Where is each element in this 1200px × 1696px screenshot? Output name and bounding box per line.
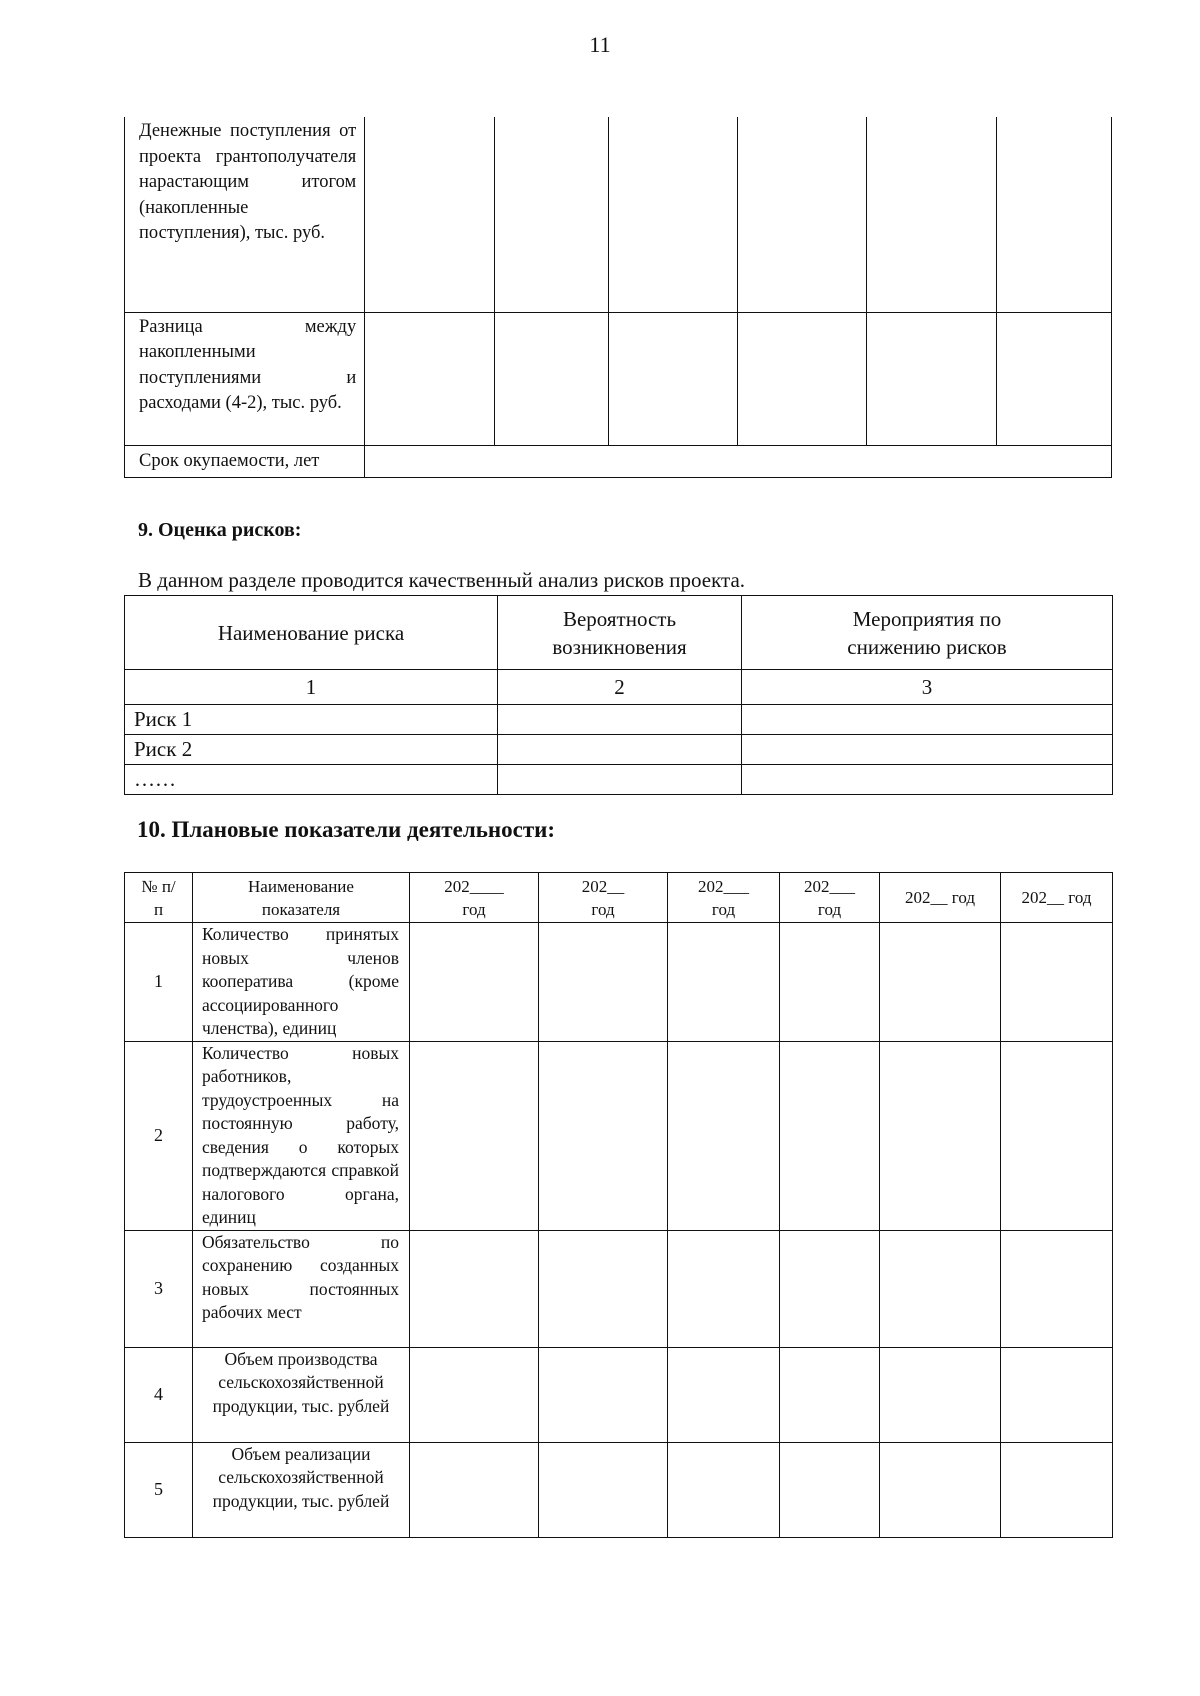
column-header-year: 202___ год	[780, 873, 880, 923]
table-cell	[365, 312, 494, 445]
table-cell	[780, 1442, 880, 1537]
table-row	[125, 1041, 1113, 1230]
table-row	[125, 705, 1113, 735]
planned-indicators-table	[124, 872, 1113, 1538]
table-row	[125, 117, 1112, 312]
row-label: Разница между накопленными поступлениями и расходами (4-2), тыс. руб.	[125, 312, 365, 445]
table-cell	[880, 923, 1001, 1042]
table-row	[125, 765, 1113, 795]
table-row	[125, 312, 1112, 445]
row-label: Денежные поступления от проекта грантополучателя нарастающим итогом (накопленные поступления), тыс. руб.	[125, 117, 365, 312]
row-index: 2	[125, 1041, 193, 1230]
table-row	[125, 1442, 1113, 1537]
table-cell	[539, 1230, 668, 1347]
table-cell	[742, 765, 1113, 795]
table-cell	[880, 1347, 1001, 1442]
table-cell	[608, 117, 737, 312]
indicator-name: Обязательство по сохранению созданных новых постоянных рабочих мест	[193, 1230, 410, 1347]
table-row	[125, 1230, 1113, 1347]
table-cell	[410, 1347, 539, 1442]
table-cell	[410, 1442, 539, 1537]
column-header: Вероятность возникновения	[498, 596, 742, 670]
table-header-row	[125, 873, 1113, 923]
section-intro: В данном разделе проводится качественный анализ рисков проекта.	[138, 568, 746, 592]
table-cell	[1001, 923, 1113, 1042]
table-cell	[498, 765, 742, 795]
table-cell	[738, 312, 867, 445]
page-number: 11	[589, 32, 611, 57]
indicator-name: Количество принятых новых членов кооператива (кроме ассоциированного членства), единиц	[193, 923, 410, 1042]
table-cell	[668, 1041, 780, 1230]
table-row	[125, 1347, 1113, 1442]
table-cell	[880, 1041, 1001, 1230]
table-cell	[780, 1230, 880, 1347]
column-header-number: № п/п	[125, 873, 193, 923]
column-number-row	[125, 670, 1113, 705]
table-row	[125, 735, 1113, 765]
table-cell	[539, 1041, 668, 1230]
risk-name: ……	[125, 765, 498, 795]
table-cell	[410, 1041, 539, 1230]
table-cell	[668, 1442, 780, 1537]
indicator-name: Количество новых работников, трудоустроенных на постоянную работу, сведения о которых подтверждаются справкой налогового органа, единиц	[193, 1041, 410, 1230]
section-title: 9. Оценка рисков:	[138, 519, 302, 541]
table-cell	[498, 735, 742, 765]
table-cell	[867, 117, 996, 312]
row-index: 1	[125, 923, 193, 1042]
table-header-row	[125, 596, 1113, 670]
table-cell	[780, 1041, 880, 1230]
risk-name: Риск 1	[125, 705, 498, 735]
row-index: 5	[125, 1442, 193, 1537]
column-header-year: 202____ год	[410, 873, 539, 923]
column-header-name: Наименование показателя	[193, 873, 410, 923]
table-cell	[996, 117, 1111, 312]
table-cell	[996, 312, 1111, 445]
table-cell	[1001, 1347, 1113, 1442]
indicator-name: Объем производства сельскохозяйственной продукции, тыс. рублей	[193, 1347, 410, 1442]
table-cell	[410, 923, 539, 1042]
column-number: 3	[742, 670, 1113, 705]
table-cell	[880, 1230, 1001, 1347]
column-header: Мероприятия по снижению рисков	[742, 596, 1113, 670]
column-number: 1	[125, 670, 498, 705]
column-header: Наименование риска	[125, 596, 498, 670]
table-cell	[867, 312, 996, 445]
table-cell	[494, 117, 608, 312]
table-cell	[1001, 1230, 1113, 1347]
table-cell	[494, 312, 608, 445]
table-cell	[668, 1230, 780, 1347]
table-cell	[410, 1230, 539, 1347]
table-cell	[498, 705, 742, 735]
table-cell	[880, 1442, 1001, 1537]
row-index: 4	[125, 1347, 193, 1442]
table-cell	[780, 923, 880, 1042]
row-index: 3	[125, 1230, 193, 1347]
column-header-year: 202__ год	[880, 873, 1001, 923]
table-cell	[668, 1347, 780, 1442]
table-cell	[365, 117, 494, 312]
column-header-year: 202__ год	[539, 873, 668, 923]
row-label: Срок окупаемости, лет	[125, 445, 365, 477]
table-cell	[608, 312, 737, 445]
indicator-name: Объем реализации сельскохозяйственной продукции, тыс. рублей	[193, 1442, 410, 1537]
table-row	[125, 445, 1112, 477]
table-cell	[539, 1442, 668, 1537]
table-cell	[1001, 1442, 1113, 1537]
table-cell	[1001, 1041, 1113, 1230]
risk-name: Риск 2	[125, 735, 498, 765]
cash-flow-table	[124, 117, 1112, 478]
column-number: 2	[498, 670, 742, 705]
table-cell	[742, 705, 1113, 735]
section-title: 10. Плановые показатели деятельности:	[137, 817, 556, 842]
table-cell	[539, 1347, 668, 1442]
table-cell	[539, 923, 668, 1042]
table-cell	[738, 117, 867, 312]
table-row	[125, 923, 1113, 1042]
table-cell	[780, 1347, 880, 1442]
column-header-year: 202___ год	[668, 873, 780, 923]
table-cell	[742, 735, 1113, 765]
table-cell	[668, 923, 780, 1042]
risk-table	[124, 595, 1113, 795]
column-header-year: 202__ год	[1001, 873, 1113, 923]
table-cell	[365, 445, 1112, 477]
